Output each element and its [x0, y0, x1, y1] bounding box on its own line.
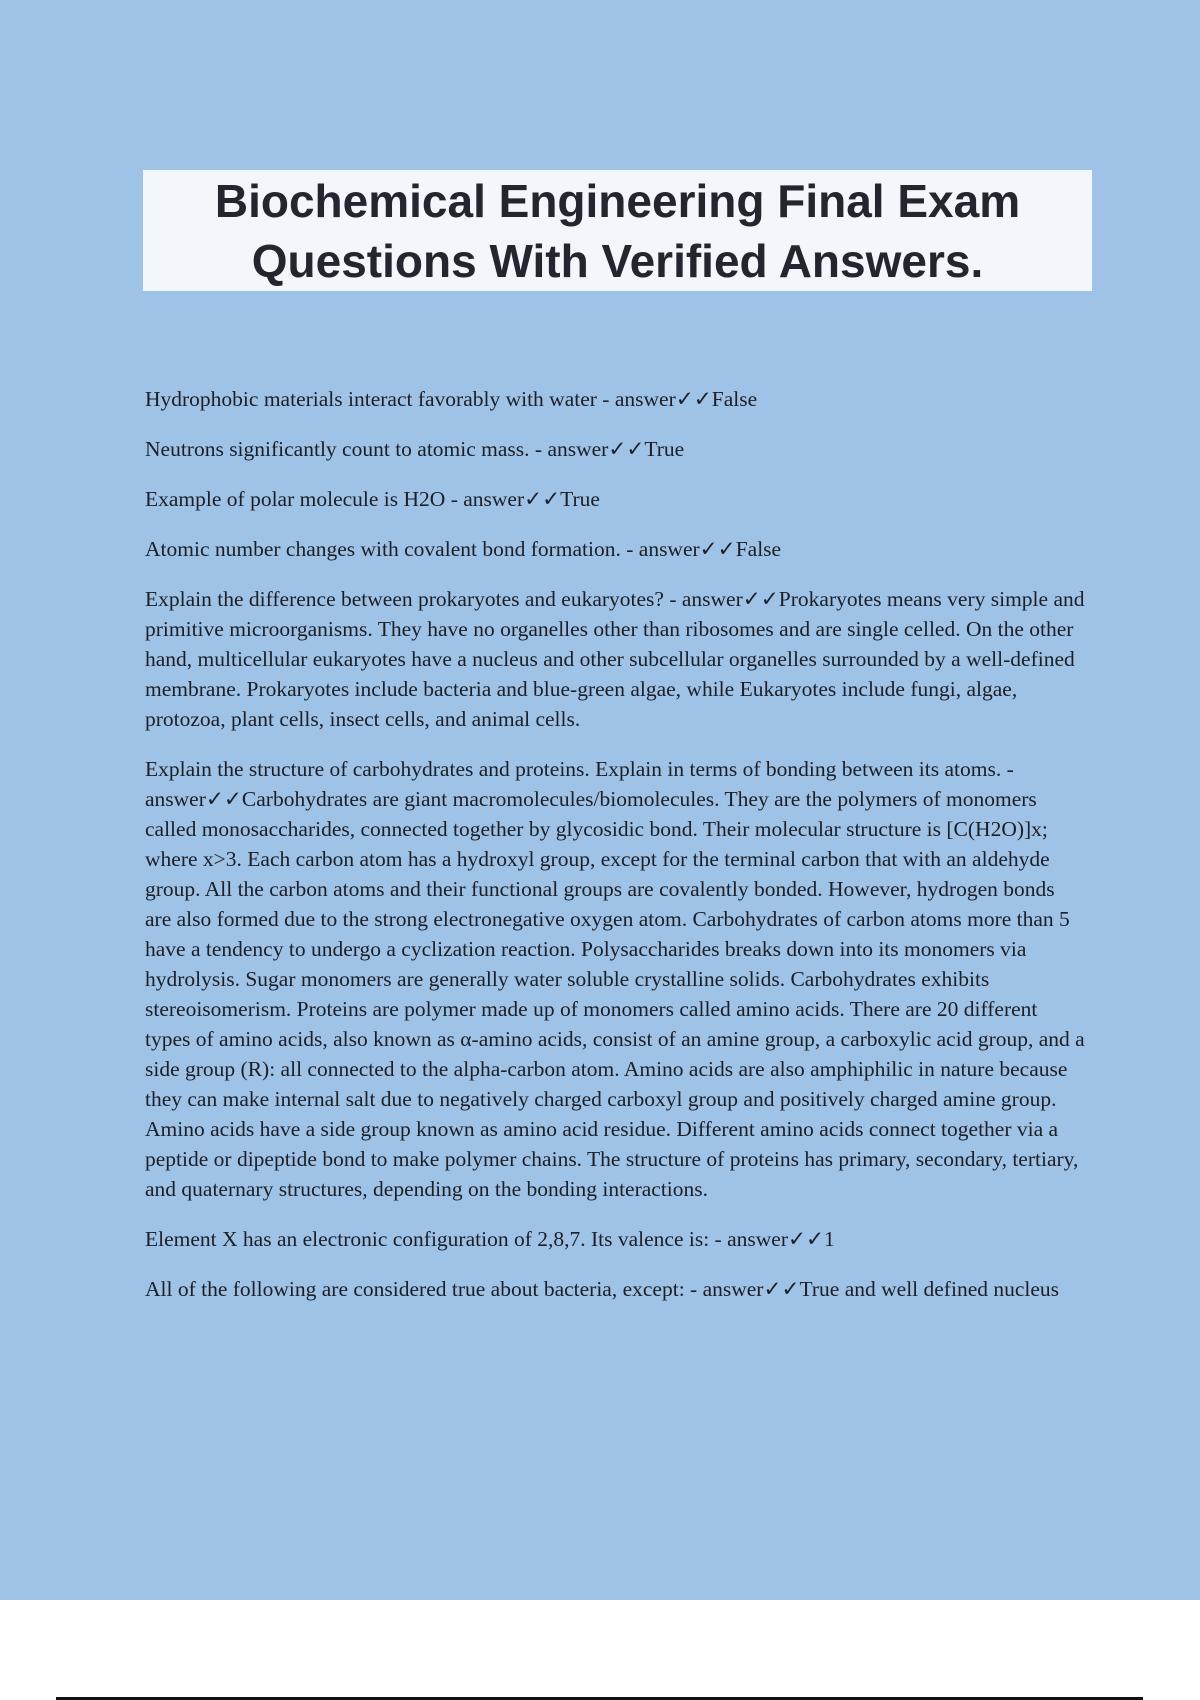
page-title-line-1: Biochemical Engineering Final Exam — [214, 174, 1021, 227]
qa-item: Example of polar molecule is H2O - answer✓✓True — [145, 487, 600, 511]
title-banner — [143, 170, 1092, 291]
qa-item: Neutrons significantly count to atomic mass. - answer✓✓True — [145, 437, 685, 461]
qa-item: Atomic number changes with covalent bond formation. - answer✓✓False — [145, 537, 782, 561]
qa-item: Explain the structure of carbohydrates and proteins. Explain in terms of bonding between its atoms. - answer✓✓Carbohydrates are giant macromolecules/biomolecules. They are the polymers of monomers called monosaccharides, connected together by glycosidic bond. Their molecular structure is [C(H2O)]x; where x>3. Each carbon atom has a hydroxyl group, except for the terminal carbon that with an aldehyde group. All the carbon atoms and their functional groups are covalently bonded. However, hydrogen bonds are also formed due to the strong electronegative oxygen atom. Carbohydrates of carbon atoms more than 5 have a tendency to undergo a cyclization reaction. Polysaccharides breaks down into its monomers via hydrolysis. Sugar monomers are generally water soluble crystalline solids. Carbohydrates exhibits stereoisomerism. Proteins are polymer made up of monomers called amino acids. There are 20 different types of amino acids, also known as α-amino acids, consist of an amine group, a carboxylic acid group, and a side group (R): all connected to the alpha-carbon atom. Amino acids are also amphiphilic in nature because they can make internal salt due to negatively charged carboxyl group and positively charged amine group. Amino acids have a side group known as amino acid residue. Different amino acids connect together via a peptide or dipeptide bond to make polymer chains. The structure of proteins has primary, secondary, tertiary, and quaternary structures, depending on the bonding interactions. — [145, 757, 1085, 1201]
qa-item: All of the following are considered true about bacteria, except: - answer✓✓True and well defined nucleus — [145, 1277, 1060, 1301]
question-answer-list — [145, 384, 1085, 1324]
page-title-line-2: Questions With Verified Answers. — [251, 234, 984, 287]
qa-item: Element X has an electronic configuration of 2,8,7. Its valence is: - answer✓✓1 — [145, 1227, 835, 1251]
qa-item: Explain the difference between prokaryotes and eukaryotes? - answer✓✓Prokaryotes means very simple and primitive microorganisms. They have no organelles other than ribosomes and are single celled. On the other hand, multicellular eukaryotes have a nucleus and other subcellular organelles surrounded by a well-defined membrane. Prokaryotes include bacteria and blue-green algae, while Eukaryotes include fungi, algae, protozoa, plant cells, insect cells, and animal cells. — [145, 587, 1085, 731]
qa-item: Hydrophobic materials interact favorably with water - answer✓✓False — [145, 387, 758, 411]
